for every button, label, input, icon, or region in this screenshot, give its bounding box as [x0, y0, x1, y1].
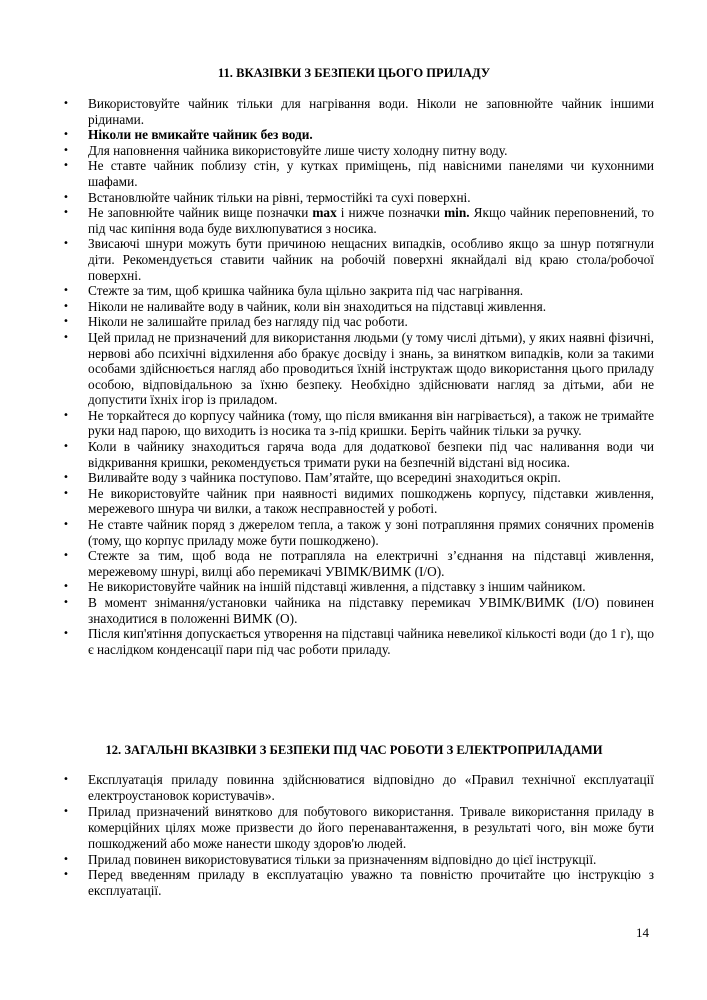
list-item: [0, 439, 654, 470]
list-item: [0, 772, 654, 804]
list-item-text: Не ставте чайник поряд з джерелом тепла, а також у зоні потрапляння прямих сонячних променів (тому, що корпус приладу може бути пошкоджено).: [88, 517, 654, 548]
max-mark-label: max: [312, 205, 337, 221]
list-item-text: Не використовуйте чайник на іншій підставці живлення, а підставку з іншим чайником.: [88, 579, 586, 595]
list-item: [0, 548, 654, 579]
text-part: Якщо чайник переповнений, то під час кипіння вода буде вихлюпуватися з носика.: [88, 205, 654, 236]
section-12-list: [0, 772, 707, 899]
bullet-icon: •: [63, 628, 69, 640]
bullet-icon: •: [63, 144, 69, 156]
list-item: [0, 517, 654, 548]
list-item: [0, 299, 654, 315]
list-item-text: Прилад призначений винятково для побутового використання. Тривале використання приладу в комерційних цілях може призвести до його перенавантаження, в результаті чого, він може бути пошкоджений або може нанести шкоду здоров'ю людей.: [88, 803, 654, 851]
bullet-icon: •: [63, 238, 69, 250]
bullet-icon: •: [63, 550, 69, 562]
section-12-title: 12. ЗАГАЛЬНІ ВКАЗІВКИ З БЕЗПЕКИ ПІД ЧАС РОБОТИ З ЕЛЕКТРОПРИЛАДАМИ: [105, 743, 603, 757]
bullet-icon: •: [63, 285, 69, 297]
bullet-icon: •: [63, 441, 69, 453]
text-part: і нижче позначки: [336, 205, 445, 221]
list-item-text: Ніколи не вмикайте чайник без води.: [88, 127, 313, 143]
list-item: [0, 314, 654, 330]
bullet-icon: •: [63, 331, 69, 343]
bullet-icon: •: [63, 160, 69, 172]
list-item-text: В момент знімання/установки чайника на підставку перемикач УВІМК/ВИМК (I/O) повинен знаходитися в положенні ВИМК (O).: [88, 595, 654, 626]
list-item-text: Стежте за тим, щоб кришка чайника була щільно закрита під час нагрівання.: [88, 283, 524, 299]
list-item-text: Після кип'ятіння допускається утворення на підставці чайника невеликої кількості води (до 1 г), що є наслідком конденсації пари під час роботи приладу.: [88, 626, 654, 657]
list-item: [0, 486, 654, 517]
list-item-text: Використовуйте чайник тільки для нагрівання води. Ніколи не заповнюйте чайник іншими рідинами.: [88, 96, 654, 127]
min-mark-label: min.: [444, 205, 470, 221]
list-item-text: Експлуатація приладу повинна здійснюватися відповідно до «Правил технічної експлуатації електроустановок користувачів».: [88, 772, 654, 803]
list-item: [0, 867, 654, 899]
list-item: [0, 852, 654, 868]
list-item-text: Не торкайтеся до корпусу чайника (тому, що після вмикання він нагрівається), а також не тримайте руки над парою, що виходить із носика та з-під кришки. Беріть чайник тільки за ручку.: [88, 407, 654, 439]
bullet-icon: •: [63, 409, 69, 421]
list-item: [0, 190, 654, 206]
list-item: [0, 127, 654, 143]
bullet-icon: •: [63, 472, 69, 484]
bullet-icon: •: [63, 316, 69, 328]
list-item-text: Стежте за тим, щоб вода не потрапляла на електричні з’єднання на підставці живлення, мережевому шнурі, вилці або перемикачі УВІМК/ВИМК (I/O).: [88, 548, 654, 579]
bullet-icon: •: [63, 487, 69, 499]
bullet-icon: •: [63, 129, 69, 141]
list-item: [0, 330, 654, 408]
list-item: [0, 158, 654, 189]
bullet-icon: •: [63, 805, 69, 817]
list-item: [0, 283, 654, 299]
section-11-list: [0, 96, 707, 657]
list-item-text: Ніколи не наливайте воду в чайник, коли він знаходиться на підставці живлення.: [88, 298, 547, 314]
list-item-text: Цей прилад не призначений для використання людьми (у тому числі дітьми), у яких наявні фізичні, нервові або психічні відхилення або бракує досвіду і знань, за винятком випадків, коли за такими особами здійснюється нагляд або проводиться їхній інструктаж щодо використання цього приладу особою, відповідальною за їхню безпеку. Необхідно здійснювати нагляд за дітьми, аби не допустити їхніх ігор із приладом.: [88, 329, 654, 408]
list-item: [0, 96, 654, 127]
list-item: [0, 143, 654, 159]
section-11-title: 11. ВКАЗІВКИ З БЕЗПЕКИ ЦЬОГО ПРИЛАДУ: [217, 66, 491, 80]
list-item-text: Прилад повинен використовуватися тільки за призначенням відповідно до цієї інструкції.: [88, 851, 597, 867]
list-item-text: Не ставте чайник поблизу стін, у кутках приміщень, під навісними панелями чи кухонними шафами.: [88, 158, 654, 189]
list-item-text: Перед введенням приладу в експлуатацію уважно та повністю прочитайте цю інструкцію з експлуатації.: [88, 867, 654, 899]
bullet-icon: •: [63, 774, 69, 785]
list-item-text: Встановлюйте чайник тільки на рівні, термостійкі та сухі поверхні.: [88, 189, 471, 205]
list-item: [0, 408, 654, 439]
list-item-text: Виливайте воду з чайника поступово. Пам’ятайте, що всередині знаходиться окріп.: [88, 470, 561, 486]
bullet-icon: •: [63, 191, 69, 203]
list-item: [0, 595, 654, 626]
bullet-icon: •: [63, 853, 69, 865]
list-item: [0, 236, 654, 283]
list-item-text: Звисаючі шнури можуть бути причиною нещасних випадків, особливо якщо за шнур потягнули діти. Рекомендується ставити чайник на робочій поверхні якнайдалі від краю стола/робочої поверхні.: [88, 236, 654, 283]
bullet-icon: •: [63, 519, 69, 531]
list-item: [0, 470, 654, 486]
list-item: [0, 205, 654, 236]
page-number: 14: [636, 925, 649, 940]
list-item: [0, 626, 654, 657]
list-item-text: Ніколи не залишайте прилад без нагляду під час роботи.: [88, 314, 408, 330]
list-item-text: Не використовуйте чайник при наявності видимих пошкоджень корпусу, підставки живлення, мережевого шнура чи вилки, а також несправностей у роботі.: [88, 485, 654, 517]
list-item: [0, 579, 654, 595]
bullet-icon: •: [63, 597, 69, 608]
list-item: [0, 804, 654, 852]
bullet-icon: •: [63, 98, 69, 109]
bullet-icon: •: [63, 581, 69, 593]
bullet-icon: •: [63, 869, 69, 881]
list-item-text: Для наповнення чайника використовуйте лише чисту холодну питну воду.: [88, 142, 508, 158]
bullet-icon: •: [63, 300, 69, 312]
list-item-text: Коли в чайнику знаходиться гаряча вода для додаткової безпеки під час наливання води чи відкривання кришки, рекомендується тримати руки на безпечній відстані від носика.: [88, 439, 654, 470]
list-item-text: [88, 205, 654, 236]
bullet-icon: •: [63, 207, 69, 219]
text-part: Не заповнюйте чайник вище позначки: [88, 205, 313, 221]
